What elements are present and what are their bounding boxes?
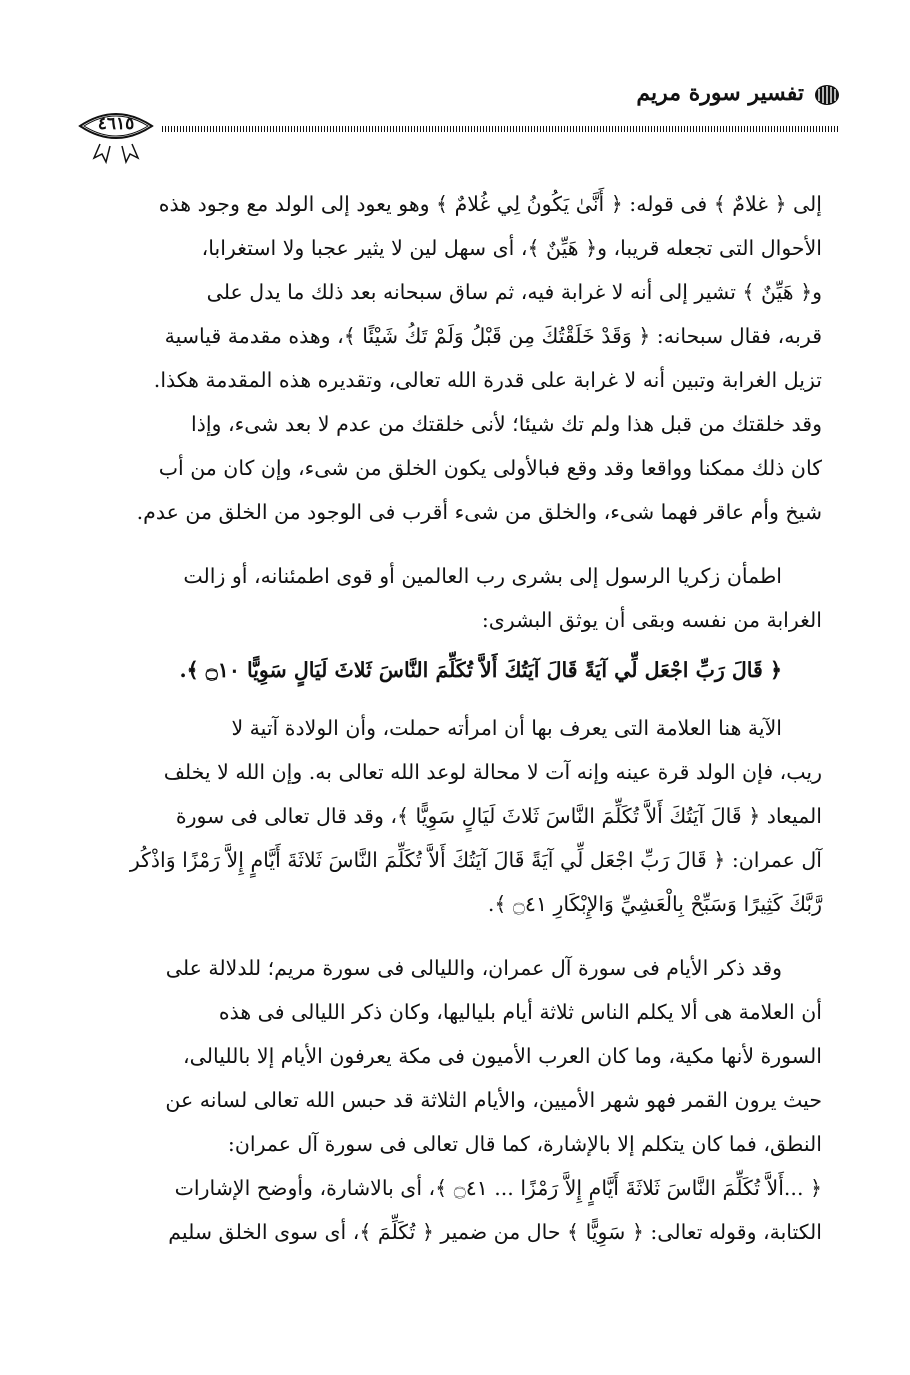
text-line: تزيل الغرابة وتبين أنه لا غرابة على قدرة الله تعالى، وتقديره هذه المقدمة هكذا. <box>153 368 822 392</box>
paragraph-2 <box>87 554 822 642</box>
text-line: حيث يرون القمر فهو شهر الأميين، والأيام الثلاثة قد حبس الله تعالى لسانه عن <box>165 1088 822 1112</box>
text-line: وقد ذكر الأيام فى سورة آل عمران، والليالى فى سورة مريم؛ للدلالة على <box>165 956 782 980</box>
text-line: أن العلامة هى ألا يكلم الناس ثلاثة أيام بلياليها، وكان ذكر الليالى فى هذه <box>218 1000 822 1024</box>
text-line: ﴿ ...أَلاَّ تُكَلِّمَ النَّاسَ ثَلاثَةَ أَيَّامٍ إِلاَّ رَمْزًا ... ۝٤١ ﴾، أى بالاشارة، وأوضح الإشارات <box>174 1176 822 1200</box>
text-line: الميعاد ﴿ قَالَ آيَتُكَ أَلاَّ تُكَلِّمَ النَّاسَ ثَلاثَ لَيَالٍ سَوِيًّا ﴾، وقد قال تعالى فى سورة <box>175 804 822 828</box>
text-line: و﴿ هَيِّنٌ ﴾ تشير إلى أنه لا غرابة فيه، ثم ساق سبحانه بعد ذلك ما يدل على <box>206 280 822 304</box>
text-line: الأحوال التى تجعله قريبا، و﴿ هَيِّنٌ ﴾، أى سهل لين لا يثير عجبا ولا استغرابا، <box>201 236 822 260</box>
text-line: الكتابة، وقوله تعالى: ﴿ سَوِيًّا ﴾ حال من ضمير ﴿ تُكَلِّمَ ﴾، أى سوى الخلق سليم <box>168 1220 822 1244</box>
text-line: وقد خلقتك من قبل هذا ولم تك شيئا؛ لأنى خلقتك من عدم لا بعد شىء، وإذا <box>191 412 822 436</box>
paragraph-1 <box>87 182 822 534</box>
text-line: السورة لأنها مكية، وما كان العرب الأميون فى مكة يعرفون الأيام إلا بالليالى، <box>183 1044 822 1068</box>
running-title: تفسير سورة مريم <box>636 80 804 106</box>
text-line: إلى ﴿ غلامٌ ﴾ فى قوله: ﴿ أَنَّىٰ يَكُونُ لِي غُلامٌ ﴾ وهو يعود إلى الولد مع وجود هذه <box>158 192 822 216</box>
text-line: ريب، فإن الولد قرة عينه وإنه آت لا محالة لوعد الله تعالى به. وإن الله لا يخلف <box>163 760 822 784</box>
header-divider <box>162 126 840 132</box>
page-number: ٤٦١٥ <box>97 114 135 134</box>
text-line: كان ذلك ممكنا وواقعا وقد وقع فبالأولى يكون الخلق من شىء، وإن كان من أب <box>158 456 822 480</box>
body-text <box>87 182 822 1254</box>
text-line: قربه، فقال سبحانه: ﴿ وَقَدْ خَلَقْتُكَ مِن قَبْلُ وَلَمْ تَكُ شَيْئًا ﴾، وهذه مقدمة قياسية <box>164 324 822 348</box>
paragraph-4 <box>87 946 822 1254</box>
text-line: شيخ وأم عاقر فهما شىء، والخلق من شىء أقرب فى الوجود من الخلق من عدم. <box>136 500 822 524</box>
ornament-icon <box>814 84 840 106</box>
text-line: اطمأن زكريا الرسول إلى بشرى رب العالمين أو قوى اطمئنانه، أو زالت <box>183 564 782 588</box>
text-line: الغرابة من نفسه وبقى أن يوثق البشرى: <box>481 608 822 632</box>
page-header <box>70 78 840 168</box>
text-line: النطق، فما كان يتكلم إلا بالإشارة، كما قال تعالى فى سورة آل عمران: <box>227 1132 822 1156</box>
quranic-verse: ﴿ قَالَ رَبِّ اجْعَل لِّي آيَةً قَالَ آيَتُكَ أَلاَّ تُكَلِّمَ النَّاسَ ثَلاثَ لَيَالٍ سَوِيًّا ۝١٠ ﴾. <box>179 658 782 682</box>
text-line: رَّبَّكَ كَثِيرًا وَسَبِّحْ بِالْعَشِيِّ وَالإِبْكَارِ ۝٤١ ﴾. <box>487 892 822 916</box>
paragraph-3 <box>87 706 822 926</box>
text-line: الآية هنا العلامة التى يعرف بها أن امرأته حملت، وأن الولادة آتية لا <box>231 716 782 740</box>
text-line: آل عمران: ﴿ قَالَ رَبِّ اجْعَل لِّي آيَةً قَالَ آيَتُكَ أَلاَّ تُكَلِّمَ النَّاسَ ثَلاثَةَ أَيَّامٍ إِلاَّ رَمْزًا وَاذْكُر <box>129 848 822 872</box>
